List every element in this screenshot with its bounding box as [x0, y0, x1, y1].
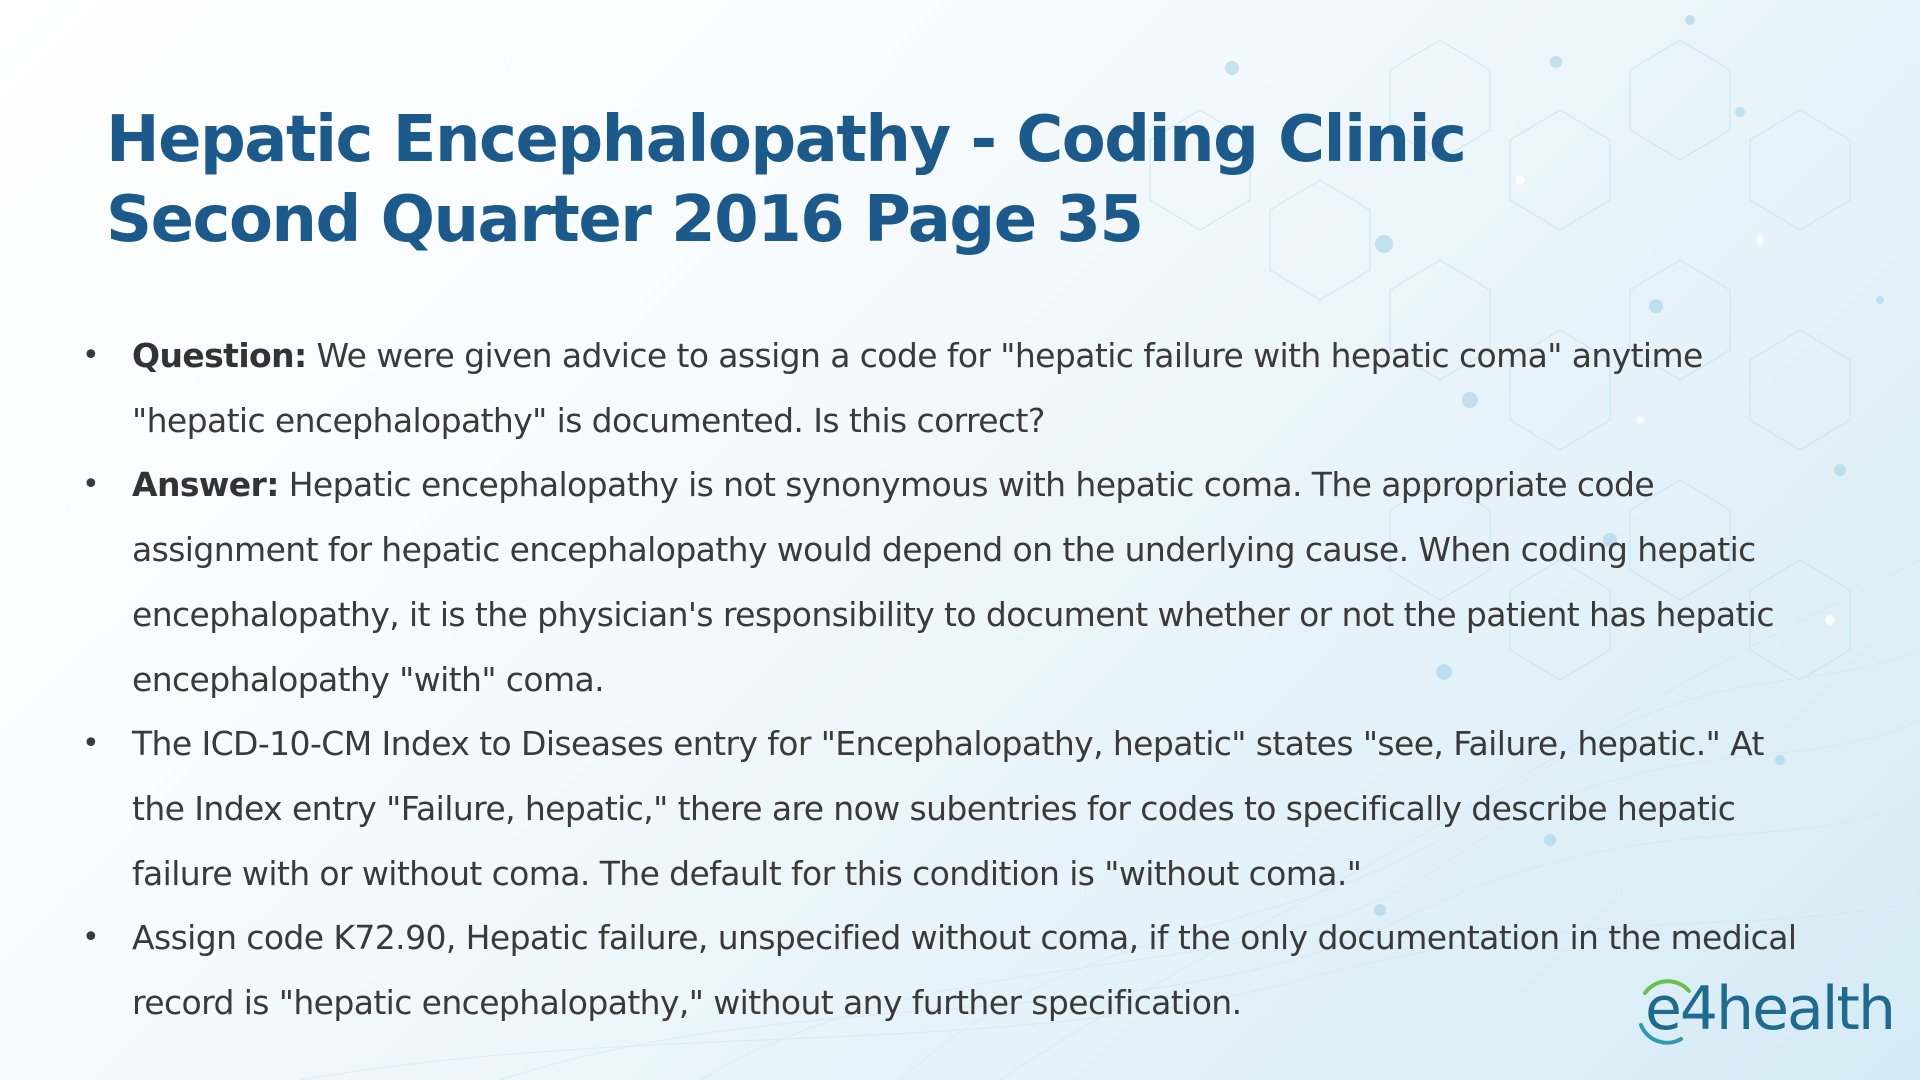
slide-title: Hepatic Encephalopathy - Coding Clinic Second Quarter 2016 Page 35 — [106, 103, 1466, 257]
bullet-dot-icon: • — [82, 920, 100, 956]
bullet-item-question — [80, 324, 1820, 453]
bullet-text: We were given advice to assign a code for "hepatic failure with hepatic coma" anytime "hepatic encephalopathy" is documented. Is this correct? — [132, 336, 1703, 440]
logo-text: e4health — [1644, 974, 1894, 1044]
bullet-dot-icon: • — [82, 726, 100, 762]
bullet-lead-label: Question: — [132, 336, 307, 375]
bullet-list — [80, 324, 1820, 1036]
bullet-item-assign-code — [80, 906, 1820, 1035]
bullet-dot-icon: • — [82, 338, 100, 373]
bullet-item-answer — [80, 453, 1820, 712]
logo-arc-icon — [1631, 973, 1701, 1047]
bullet-text: Hepatic encephalopathy is not synonymous with hepatic coma. The appropriate code assignment for hepatic encephalopathy would depend on the underlying cause. When coding hepatic encephalopathy, it is the physician's responsibility to document whether or not the patient has hepatic encephalopathy "with" coma. — [132, 465, 1774, 699]
bullet-text: Assign code K72.90, Hepatic failure, unspecified without coma, if the only documentation in the medical record is "hepatic encephalopathy," without any further specification. — [132, 918, 1797, 1023]
company-logo — [1645, 964, 1894, 1054]
bullet-text: The ICD-10-CM Index to Diseases entry for "Encephalopathy, hepatic" states "see, Failure, hepatic." At the Index entry "Failure, hepatic," there are now subentries for codes to specifically describe hepatic failure with or without coma. The default for this condition is "without coma." — [132, 724, 1764, 893]
bullet-lead-label: Answer: — [132, 465, 279, 505]
bullet-dot-icon: • — [82, 467, 100, 503]
bullet-item-index-entry — [80, 712, 1820, 906]
logo-wordmark — [1644, 974, 1894, 1044]
